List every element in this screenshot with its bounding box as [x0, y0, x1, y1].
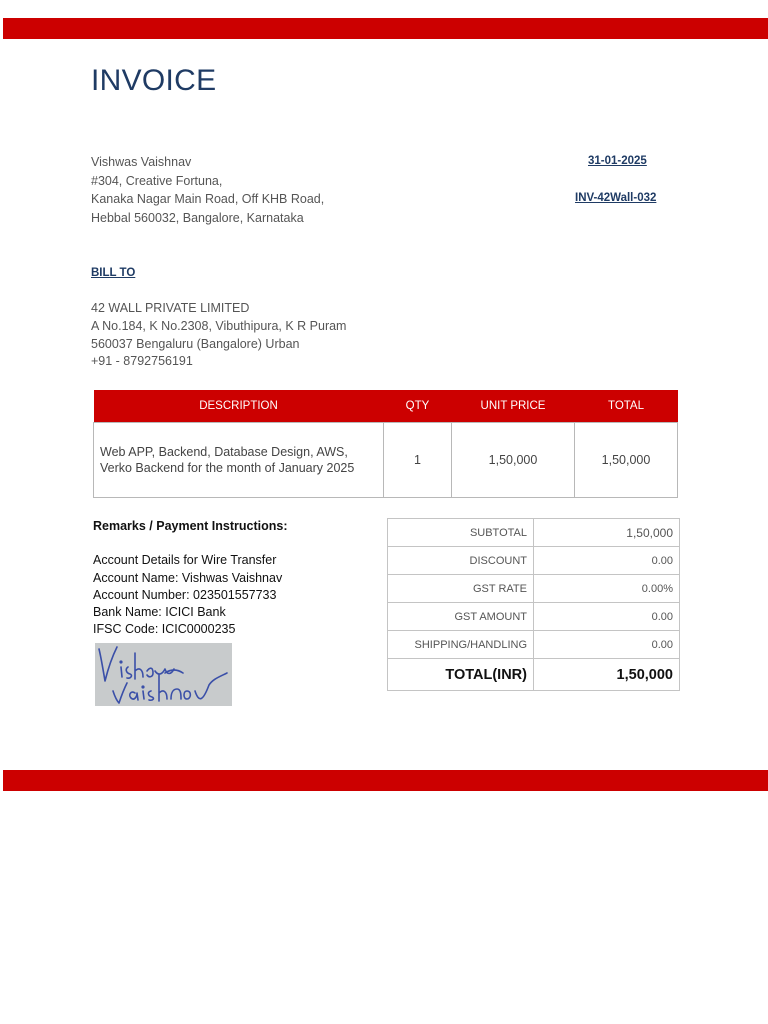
gst-amount-value: 0.00 [534, 603, 680, 631]
item-total: 1,50,000 [575, 423, 678, 498]
grand-total-label: TOTAL(INR) [388, 659, 534, 691]
sender-address-line: Hebbal 560032, Bangalore, Karnataka [91, 210, 304, 225]
bill-to-phone: +91 - 8792756191 [91, 354, 193, 369]
payment-instructions [93, 518, 288, 639]
invoice-date: 31-01-2025 [588, 155, 647, 167]
grand-total-value: 1,50,000 [534, 659, 680, 691]
gst-amount-label: GST AMOUNT [388, 603, 534, 631]
remarks-line: Bank Name: ICICI Bank [93, 605, 226, 620]
table-row [388, 519, 680, 547]
subtotal-label: SUBTOTAL [388, 519, 534, 547]
column-header-total: TOTAL [575, 390, 678, 423]
bill-to-label: BILL TO [91, 267, 136, 279]
bill-to-company: 42 WALL PRIVATE LIMITED [91, 301, 250, 315]
remarks-line: Account Name: Vishwas Vaishnav [93, 570, 283, 585]
column-header-qty: QTY [384, 390, 452, 423]
invoice-number: INV-42Wall-032 [575, 192, 657, 204]
bill-to-address-line: A No.184, K No.2308, Vibuthipura, K R Puram [91, 318, 347, 333]
remarks-heading: Remarks / Payment Instructions: [93, 519, 288, 533]
remarks-line: Account Details for Wire Transfer [93, 553, 277, 568]
table-row [94, 423, 678, 498]
totals-table [387, 518, 680, 691]
sender-address-line: #304, Creative Fortuna, [91, 173, 223, 188]
top-accent-bar [3, 18, 768, 39]
sender-name: Vishwas Vaishnav [91, 155, 192, 169]
bill-to-address [91, 300, 346, 371]
sender-address-line: Kanaka Nagar Main Road, Off KHB Road, [91, 192, 325, 206]
table-row [388, 603, 680, 631]
remarks-line: Account Number: 023501557733 [93, 587, 277, 602]
table-row [388, 547, 680, 575]
item-qty: 1 [384, 423, 452, 498]
shipping-label: SHIPPING/HANDLING [388, 631, 534, 659]
signature-image [95, 643, 232, 706]
bottom-accent-bar [3, 770, 768, 791]
discount-label: DISCOUNT [388, 547, 534, 575]
handwritten-signature-icon [95, 643, 232, 706]
item-description-line: Verko Backend for the month of January 2025 [100, 461, 355, 475]
page-title: INVOICE [91, 64, 217, 97]
grand-total-row [388, 659, 680, 691]
items-table [93, 390, 678, 498]
gst-rate-value: 0.00% [534, 575, 680, 603]
table-row [388, 575, 680, 603]
gst-rate-label: GST RATE [388, 575, 534, 603]
discount-value: 0.00 [534, 547, 680, 575]
item-description-line: Web APP, Backend, Database Design, AWS, [100, 445, 348, 459]
item-description [94, 423, 384, 498]
sender-address [91, 153, 324, 227]
bill-to-address-line: 560037 Bengaluru (Bangalore) Urban [91, 336, 300, 351]
shipping-value: 0.00 [534, 631, 680, 659]
column-header-description: DESCRIPTION [94, 390, 384, 423]
column-header-unit-price: UNIT PRICE [452, 390, 575, 423]
table-row [388, 631, 680, 659]
item-unit-price: 1,50,000 [452, 423, 575, 498]
items-header-row [94, 390, 678, 423]
remarks-line: IFSC Code: ICIC0000235 [93, 622, 236, 637]
subtotal-value: 1,50,000 [534, 519, 680, 547]
